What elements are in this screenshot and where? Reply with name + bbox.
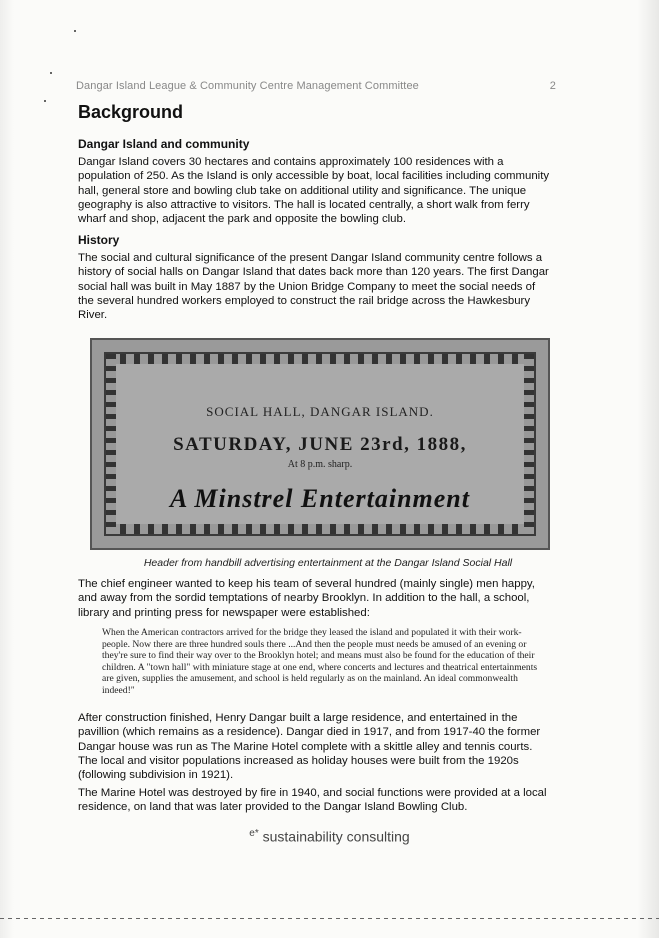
scan-speck [44, 100, 46, 102]
footer-logo-mark: e* [249, 828, 259, 839]
page-title: Background [78, 102, 184, 122]
footer [0, 828, 659, 845]
running-header-title: Dangar Island League & Community Centre Management Committee [76, 80, 419, 92]
section-heading-history: History [78, 233, 120, 247]
handbill-time: At 8 p.m. sharp. [287, 459, 353, 470]
handbill-venue: SOCIAL HALL, DANGAR ISLAND. [206, 404, 434, 419]
handbill-border-top [106, 354, 534, 364]
scan-speck [74, 30, 76, 32]
block-quote: When the American contractors arrived for the bridge they leased the island and populated it with their work-people. Now there are three hundred souls there ...And then the people must needs be amused of an evening or they're sure to find their way over to the Brooklyn hotel; and means must also be found for the education of their children. A "town hall" with miniature stage at one end, where concerts and lectures and theatrical entertainments are given, supplies the amusement, and school is held regularly as on the mainland. An ideal commonwealth indeed!" [102, 627, 538, 696]
handbill-border-bottom [106, 524, 534, 534]
handbill-event: A Minstrel Entertainment [170, 484, 470, 513]
scan-speck [50, 72, 52, 74]
figure-caption: Header from handbill advertising entertainment at the Dangar Island Social Hall [143, 557, 513, 569]
paragraph-chief-engineer: The chief engineer wanted to keep his team of several hundred (mainly single) men happy, and away from the sordid temptations of nearby Brooklyn. In addition to the hall, a school, library and printing press for newspaper were established: [78, 578, 535, 619]
footer-text: sustainability consulting [262, 828, 410, 845]
handbill-date: SATURDAY, JUNE 23rd, 1888, [173, 434, 467, 455]
paragraph-marine-hotel: The Marine Hotel was destroyed by fire in 1940, and social functions were provided at a local residence, on land that was later provided to the Dangar Island Bowling Club. [78, 787, 547, 814]
running-header [76, 80, 556, 92]
handbill-frame [104, 352, 536, 536]
bottom-rule [0, 918, 659, 919]
paragraph-construction: After construction finished, Henry Dangar built a large residence, and entertained in the pavillion (which remains as a residence). Dangar died in 1917, and from 1917-40 the former Dangar house was run as The Marine Hotel complete with a skittle alley and tennis courts. The local and visitor populations increased as holiday houses were built from the 1920s (following subdivision in 1921). [78, 712, 541, 782]
page-number: 2 [549, 80, 556, 92]
handbill-image [90, 338, 550, 550]
section-heading-community: Dangar Island and community [78, 137, 250, 151]
paragraph-history: The social and cultural significance of the present Dangar Island community centre follows a history of social halls on Dangar Island that dates back more than 120 years. The first Dangar social hall was built in May 1887 by the Union Bridge Company to meet the social needs of the several hundred workers employed to construct the rail bridge across the Hawkesbury River. [78, 252, 549, 322]
paragraph-community: Dangar Island covers 30 hectares and contains approximately 100 residences with a population of 250. As the Island is only accessible by boat, local facilities including community hall, general store and bowling club take on additional utility and significance. The unique geography is also attractive to visitors. The hall is located centrally, a short walk from ferry wharf and shop, adjacent the park and opposite the bowling club. [78, 156, 550, 226]
